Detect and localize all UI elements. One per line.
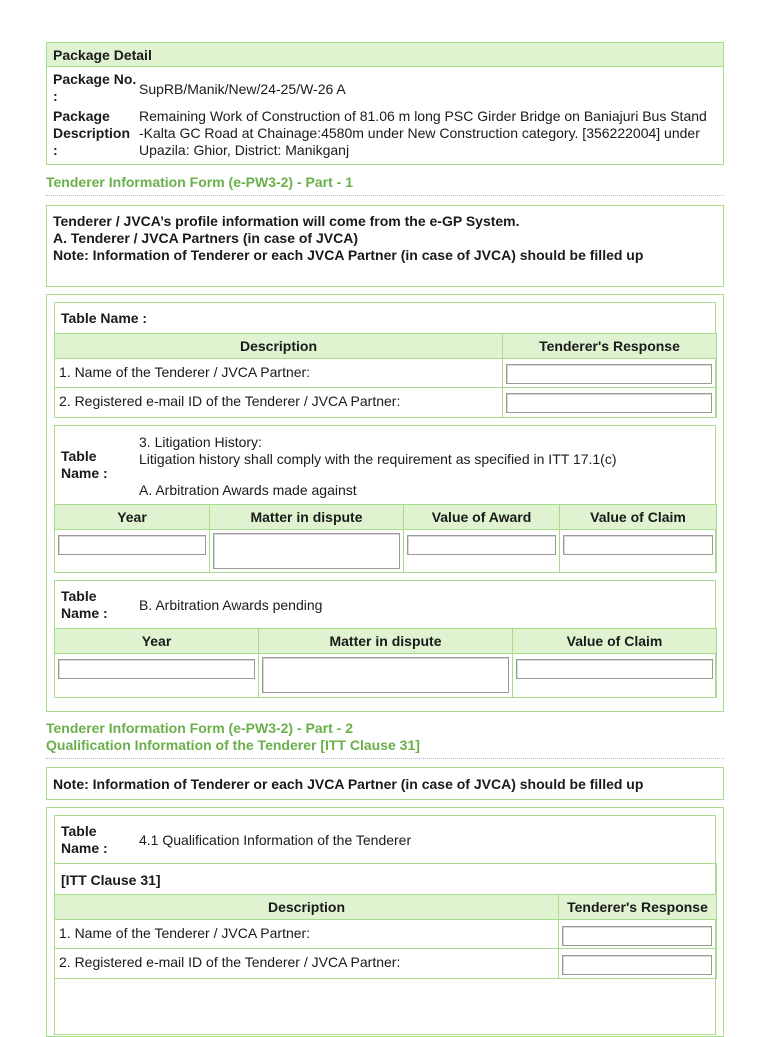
litigation-table [54,425,716,573]
package-description-line3: Upazila: Ghior, District: Manikganj [139,142,350,158]
qualification-email-input[interactable] [562,955,712,975]
part1-note-box [46,205,724,287]
tenderer-email-input[interactable] [506,393,712,413]
col-award-header: Value of Award [403,504,560,530]
pending-year-input[interactable] [58,659,255,679]
award-against-matter-textarea[interactable] [213,533,400,569]
col-year-header: Year [54,504,210,530]
package-no-label: Package No. : [53,71,137,104]
package-description-line1: Remaining Work of Construction of 81.06 m long PSC Girder Bridge on Baniajuri Bus Stand [139,108,707,124]
part1-title: Tenderer Information Form (e-PW3-2) - Part - 1 [46,174,353,190]
part2-note-box [46,767,724,800]
col-year-header: Year [54,628,259,654]
pending-claim-input[interactable] [516,659,713,679]
qualification-table-name-label-1: Table [61,823,97,839]
litigation-line2: Litigation history shall comply with the requirement as specified in ITT 17.1(c) [139,451,617,467]
package-detail-section [46,42,724,165]
litigation-table-name-label-1: Table [61,448,97,464]
col-claim-header: Value of Claim [512,628,717,654]
part2-title-line1: Tenderer Information Form (e-PW3-2) - Part - 2 [46,720,353,736]
col-claim-header: Value of Claim [559,504,717,530]
part1-divider [46,195,724,196]
pending-table [54,580,716,698]
pending-title: B. Arbitration Awards pending [139,597,323,613]
qualification-table-name-label-2: Name : [61,840,108,856]
litigation-line3: A. Arbitration Awards made against [139,482,357,498]
part1-note-line3: Note: Information of Tenderer or each JVCA Partner (in case of JVCA) should be filled up [53,247,644,263]
award-against-claim-input[interactable] [563,535,713,555]
col-description-header: Description [54,333,503,359]
col-matter-header: Matter in dispute [209,504,404,530]
award-against-value-input[interactable] [407,535,556,555]
col-response-header: Tenderer's Response [558,894,717,920]
qualification-name-input[interactable] [562,926,712,946]
pending-table-name-label-2: Name : [61,605,108,621]
row-email-label: 2. Registered e-mail ID of the Tenderer / JVCA Partner: [59,954,401,970]
tenderer-name-input[interactable] [506,364,712,384]
part2-note: Note: Information of Tenderer or each JVCA Partner (in case of JVCA) should be filled up [53,776,644,792]
part2-divider [46,758,724,759]
row-name-label: 1. Name of the Tenderer / JVCA Partner: [59,364,311,380]
part1-note-line2: A. Tenderer / JVCA Partners (in case of JVCA) [53,230,358,246]
row-email-label: 2. Registered e-mail ID of the Tenderer / JVCA Partner: [59,393,401,409]
pending-matter-textarea[interactable] [262,657,509,693]
part1-note-line1: Tenderer / JVCA’s profile information will come from the e-GP System. [53,213,520,229]
award-against-year-input[interactable] [58,535,206,555]
qualification-table [54,815,716,1035]
litigation-table-name-label-2: Name : [61,465,108,481]
part2-title-line2: Qualification Information of the Tenderer [ITT Clause 31] [46,737,420,753]
tenderer-info-table [54,302,716,418]
table-name-label: Table Name : [61,310,148,326]
pending-table-name-label-1: Table [61,588,97,604]
package-no-value: SupRB/Manik/New/24-25/W-26 A [139,81,346,97]
clause-label: [ITT Clause 31] [61,872,161,888]
qualification-table-title: 4.1 Qualification Information of the Tenderer [139,832,412,848]
col-response-header: Tenderer's Response [502,333,717,359]
row-name-label: 1. Name of the Tenderer / JVCA Partner: [59,925,311,941]
package-detail-header: Package Detail [47,43,723,67]
litigation-line1: 3. Litigation History: [139,434,262,450]
package-description-label: Package Description : [53,108,131,158]
col-description-header: Description [54,894,559,920]
col-matter-header: Matter in dispute [258,628,513,654]
package-description-line2: -Kalta GC Road at Chainage:4580m under New Construction category. [356222004] under [139,125,700,141]
